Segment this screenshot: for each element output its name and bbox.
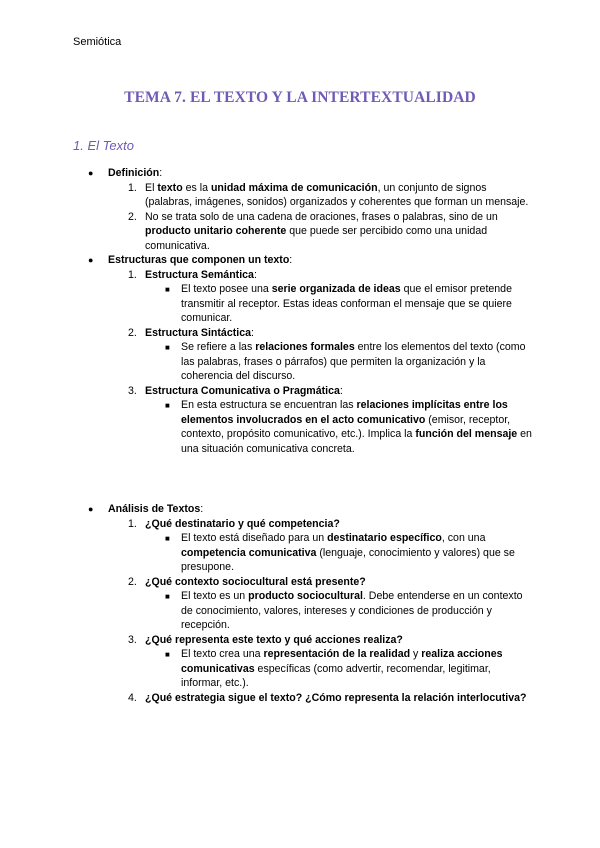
square-marker: ■ bbox=[165, 285, 170, 294]
square-marker: ■ bbox=[165, 592, 170, 601]
list-item: 1. El texto es la unidad máxima de comunicación, un conjunto de signos (palabras, imágenes, sonidos) organizados y coherentes que forman un mensaje. bbox=[128, 181, 529, 208]
list-item: 1. ¿Qué destinatario y qué competencia? bbox=[128, 517, 340, 530]
list-number: 4. bbox=[128, 691, 137, 704]
sub-list-item: ■ El texto es un producto sociocultural. Debe entenderse en un contexto de conocimiento, valores, intereses y condiciones de producción y recepción. bbox=[165, 590, 523, 631]
list-number: 2. bbox=[128, 210, 137, 223]
spacer bbox=[73, 456, 533, 502]
list-item: 2. Estructura Sintáctica: bbox=[128, 326, 254, 339]
list-number: 1. bbox=[128, 181, 137, 194]
section-heading: 1. El Texto bbox=[73, 138, 134, 153]
list-item: 1. Estructura Semántica: bbox=[128, 268, 257, 281]
bullet-marker: ● bbox=[88, 255, 94, 265]
list-number: 1. bbox=[128, 268, 137, 281]
list-number: 3. bbox=[128, 384, 137, 397]
sub-list-item: ■ Se refiere a las relaciones formales entre los elementos del texto (como las palabras, frases o párrafos) que permiten la organización y la coherencia del discurso. bbox=[165, 341, 526, 382]
square-marker: ■ bbox=[165, 343, 170, 352]
sub-list-item: ■ El texto crea una representación de la realidad y realiza acciones comunicativas específicas (como advertir, recomendar, legitimar, informar, etc.). bbox=[165, 648, 503, 689]
document-body bbox=[73, 166, 533, 705]
sub-list-item: ■ En esta estructura se encuentran las relaciones implícitas entre los elementos involucrados en el acto comunicativo (emisor, receptor, contexto, propósito comunicativo, etc.). Implica la función del mensaje en una situación comunicativa concreta. bbox=[165, 399, 532, 455]
list-item: 3. ¿Qué representa este texto y qué acciones realiza? bbox=[128, 633, 403, 646]
bullet-marker: ● bbox=[88, 168, 94, 178]
bullet-analisis: ● Análisis de Textos: bbox=[88, 503, 204, 515]
list-item: 4. ¿Qué estrategia sigue el texto? ¿Cómo representa la relación interlocutiva? bbox=[128, 691, 527, 704]
list-number: 2. bbox=[128, 326, 137, 339]
list-item: 3. Estructura Comunicativa o Pragmática: bbox=[128, 384, 343, 397]
sub-list-item: ■ El texto está diseñado para un destinatario específico, con una competencia comunicativa (lenguaje, conocimiento y valores) que se presupone. bbox=[165, 532, 515, 573]
list-number: 2. bbox=[128, 575, 137, 588]
sub-list-item: ■ El texto posee una serie organizada de ideas que el emisor pretende transmitir al receptor. Estas ideas conforman el mensaje que se quiere comunicar. bbox=[165, 283, 512, 324]
bullet-label: Estructuras que componen un texto bbox=[108, 254, 290, 266]
bullet-estructuras: ● Estructuras que componen un texto: bbox=[88, 254, 293, 266]
list-item: 2. No se trata solo de una cadena de oraciones, frases o palabras, sino de un producto unitario coherente que puede ser percibido como una unidad comunicativa. bbox=[128, 210, 498, 252]
square-marker: ■ bbox=[165, 401, 170, 410]
document-header: Semiótica bbox=[73, 36, 122, 48]
bullet-label: Análisis de Textos bbox=[108, 503, 201, 515]
square-marker: ■ bbox=[165, 650, 170, 659]
square-marker: ■ bbox=[165, 534, 170, 543]
page-title: TEMA 7. EL TEXTO Y LA INTERTEXTUALIDAD bbox=[124, 89, 476, 106]
list-item: 2. ¿Qué contexto sociocultural está presente? bbox=[128, 575, 366, 588]
list-number: 3. bbox=[128, 633, 137, 646]
list-number: 1. bbox=[128, 517, 137, 530]
bullet-definicion: ● Definición: bbox=[88, 167, 163, 179]
bullet-label: Definición bbox=[108, 167, 160, 179]
bullet-marker: ● bbox=[88, 504, 94, 514]
